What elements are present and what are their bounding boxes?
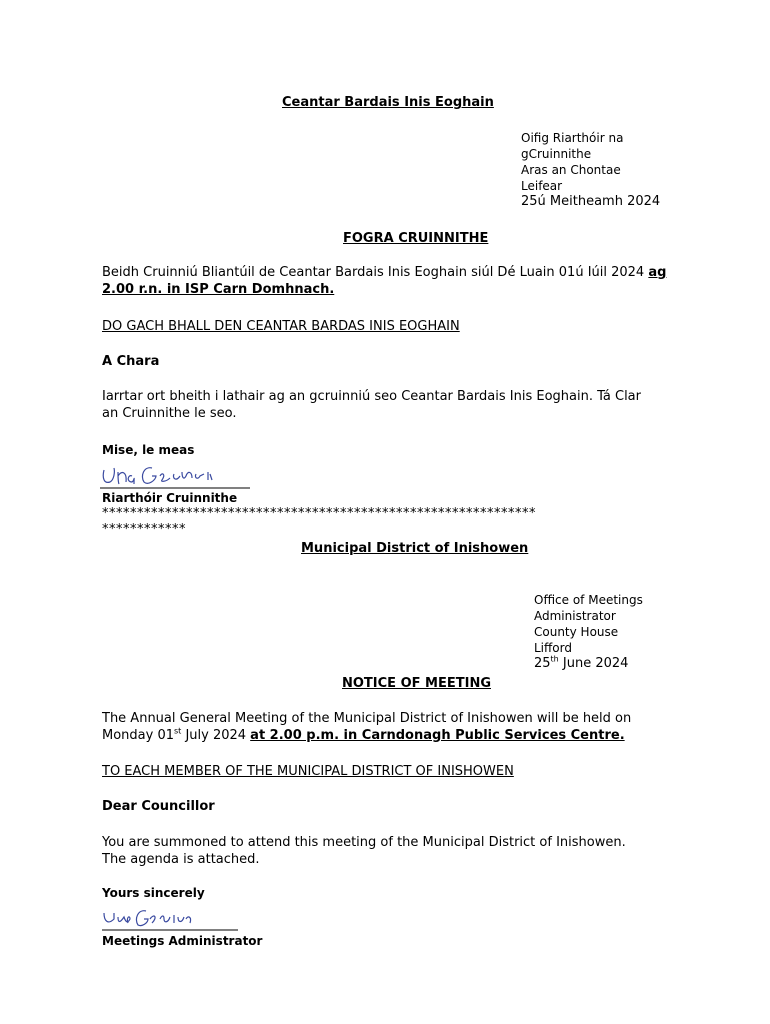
english-address-line: Lifford xyxy=(534,641,572,655)
irish-recipients: DO GACH BHALL DEN CEANTAR BARDAS INIS EOGHAIN xyxy=(102,319,460,334)
irish-salutation: A Chara xyxy=(102,354,160,369)
irish-title: Ceantar Bardais Inis Eoghain xyxy=(282,95,494,110)
irish-address-line: Oifig Riarthóir na xyxy=(521,131,624,145)
english-summons-line1: You are summoned to attend this meeting of the Municipal District of Inishowen. xyxy=(102,835,626,850)
english-date-suffix: th xyxy=(550,654,559,664)
english-body-rest: July 2024 xyxy=(181,728,251,743)
english-body-line1: The Annual General Meeting of the Municipal District of Inishowen will be held on xyxy=(102,711,632,726)
irish-address-date: 25ú Meitheamh 2024 xyxy=(521,194,661,209)
english-notice-heading: NOTICE OF MEETING xyxy=(342,676,491,691)
irish-address-line: Leifear xyxy=(521,179,563,193)
english-address-line: Administrator xyxy=(534,609,616,623)
irish-signature xyxy=(100,462,260,492)
english-salutation: Dear Councillor xyxy=(102,799,215,814)
english-title: Municipal District of Inishowen xyxy=(301,541,529,556)
english-summons-line2: The agenda is attached. xyxy=(102,852,260,867)
irish-notice-heading: FOGRA CRUINNITHE xyxy=(343,231,489,246)
separator-line1: ************************************************************** xyxy=(102,506,536,521)
irish-body-line1 xyxy=(102,265,666,281)
irish-address-line: Aras an Chontae xyxy=(521,163,621,177)
irish-body-line2: 2.00 r.n. in ISP Carn Domhnach. xyxy=(102,282,335,297)
english-date-day: 25 xyxy=(534,656,551,671)
english-address-line: County House xyxy=(534,625,619,639)
english-body-day: Monday 01 xyxy=(102,728,174,743)
english-body-line2 xyxy=(102,728,625,744)
english-closing: Yours sincerely xyxy=(102,886,205,900)
irish-request-line2: an Cruinnithe le seo. xyxy=(102,406,237,421)
english-address xyxy=(534,592,643,672)
irish-signatory-title: Riarthóir Cruinnithe xyxy=(102,491,238,505)
english-signatory-title: Meetings Administrator xyxy=(102,934,263,948)
english-body-suffix: st xyxy=(174,726,182,736)
irish-body-bold: ag xyxy=(648,265,667,280)
english-body-bold: at 2.00 p.m. in Carndonagh Public Services Centre. xyxy=(250,728,625,743)
irish-address-line: gCruinnithe xyxy=(521,147,592,161)
english-address-date xyxy=(534,656,643,672)
irish-address xyxy=(521,130,660,210)
irish-request-line1: Iarrtar ort bheith i lathair ag an gcruinniú seo Ceantar Bardais Inis Eoghain. Tá Clar xyxy=(102,389,641,404)
irish-body-text: Beidh Cruinniú Bliantúil de Ceantar Bardais Inis Eoghain siúl Dé Luain 01ú Iúil 2024 xyxy=(102,265,645,280)
english-date-rest: June 2024 xyxy=(558,656,629,671)
separator-line2: ************ xyxy=(102,522,186,537)
english-recipients: TO EACH MEMBER OF THE MUNICIPAL DISTRICT OF INISHOWEN xyxy=(102,764,514,779)
irish-closing: Mise, le meas xyxy=(102,443,195,457)
english-address-line: Office of Meetings xyxy=(534,593,643,607)
english-signature xyxy=(102,905,262,933)
